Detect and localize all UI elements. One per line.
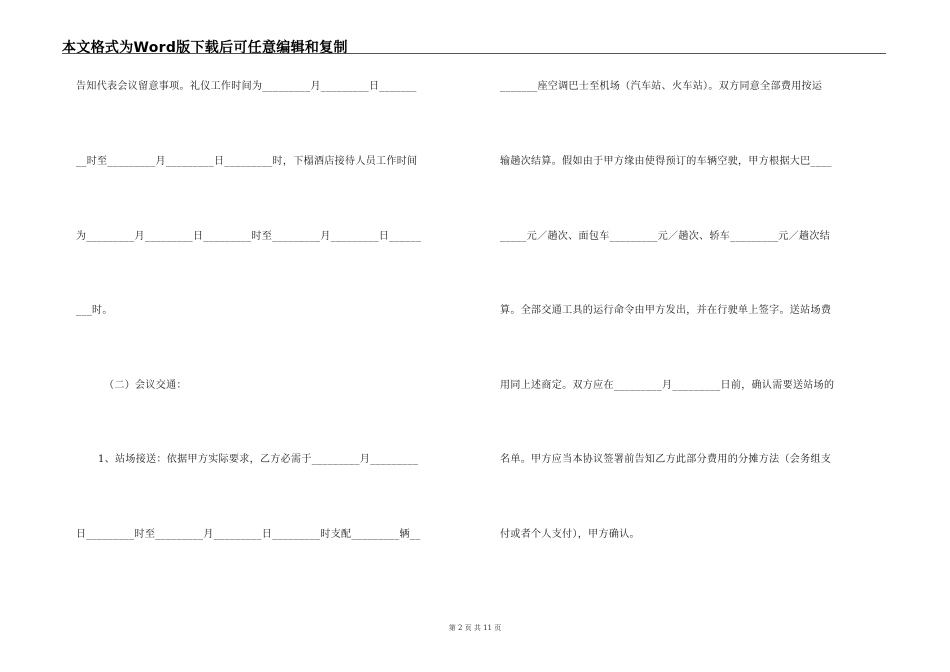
left-line-7: 日_________时至_________月_________日_________时支配_________辆__ bbox=[76, 529, 421, 540]
left-line-3: 为_________月_________日_________时至_________月_________日______ bbox=[76, 231, 422, 242]
left-line-5-section-heading: （二）会议交通： bbox=[104, 380, 187, 391]
document-header-title: 本文格式为Word版下载后可任意编辑和复制 bbox=[62, 40, 348, 56]
header-divider bbox=[62, 53, 886, 54]
right-line-5: 用同上述商定。双方应在_________月_________日前，确认需要送站场的 bbox=[500, 380, 835, 391]
right-line-4: 算。全部交通工具的运行命令由甲方发出，并在行驶单上签字。送站场费 bbox=[500, 305, 832, 316]
left-line-1: 告知代表会议留意事项。礼仪工作时间为_________月_________日_______ bbox=[76, 81, 417, 92]
right-line-2: 输趟次结算。假如由于甲方缘由使得预订的车辆空驶，甲方根据大巴____ bbox=[500, 156, 832, 167]
right-line-6: 名单。甲方应当本协议签署前告知乙方此部分费用的分摊方法（会务组支 bbox=[500, 454, 832, 465]
left-line-6: 1、站场接送：依据甲方实际要求，乙方必需于_________月_________ bbox=[98, 454, 419, 465]
left-line-4: ___时。 bbox=[76, 305, 113, 316]
left-line-2: __时至_________月_________日_________时，下榻酒店接待人员工作时间 bbox=[76, 156, 418, 167]
right-line-7: 付或者个人支付），甲方确认。 bbox=[500, 529, 640, 540]
right-line-3: _____元／趟次、面包车_________元／趟次、轿车_________元／趟次结 bbox=[500, 231, 831, 242]
page-number-footer: 第 2 页 共 11 页 bbox=[448, 624, 502, 632]
right-line-1: _______座空调巴士至机场（汽车站、火车站）。双方同意全部费用按运 bbox=[500, 81, 823, 92]
